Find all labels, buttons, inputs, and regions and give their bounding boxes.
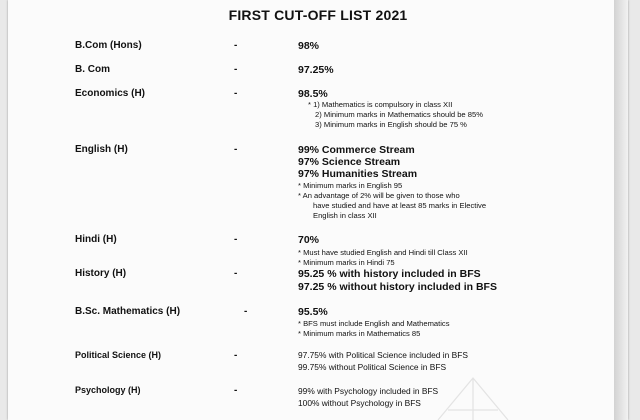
dash: - (234, 350, 238, 361)
eligibility-note: 3) Minimum marks in English should be 75 % (315, 120, 467, 129)
course-label-bcom: B. Com (75, 64, 110, 75)
cutoff-value: 99.75% without Political Science in BFS (298, 362, 447, 372)
page-edge (614, 0, 628, 420)
course-label-political-science: Political Science (H) (75, 350, 162, 360)
dash: - (234, 40, 238, 51)
page-title: FIRST CUT-OFF LIST 2021 (228, 7, 408, 23)
cutoff-value: 97% Humanities Stream (298, 168, 418, 180)
cutoff-value: 97.75% with Political Science included in BFS (298, 350, 468, 360)
eligibility-note: English in class XII (313, 211, 377, 220)
eligibility-note: * An advantage of 2% will be given to those who (298, 191, 460, 200)
eligibility-note: * Must have studied English and Hindi till Class XII (298, 248, 468, 257)
eligibility-note: * BFS must include English and Mathematics (298, 319, 450, 328)
course-label-psychology: Psychology (H) (75, 385, 141, 395)
document-page (8, 0, 628, 420)
eligibility-note: 2) Minimum marks in Mathematics should be 85% (315, 110, 483, 119)
cutoff-value: 95.25 % with history included in BFS (298, 268, 481, 280)
course-label-bsc-mathematics: B.Sc. Mathematics (H) (75, 306, 181, 317)
cutoff-value: 100% without Psychology in BFS (298, 398, 421, 408)
course-label-bcom-hons: B.Com (Hons) (75, 40, 142, 51)
dash: - (234, 385, 238, 396)
cutoff-value: 97.25% (298, 64, 334, 76)
eligibility-note: * Minimum marks in English 95 (298, 181, 403, 190)
course-label-history: History (H) (75, 268, 127, 279)
dash: - (234, 234, 238, 245)
cutoff-value: 70% (298, 234, 320, 246)
dash: - (234, 268, 238, 279)
dash: - (234, 64, 238, 75)
course-label-economics: Economics (H) (75, 88, 146, 99)
dash: - (234, 88, 238, 99)
cutoff-value: 98.5% (298, 88, 328, 100)
eligibility-note: * 1) Mathematics is compulsory in class XII (308, 100, 453, 109)
eligibility-note: have studied and have at least 85 marks in Elective (313, 201, 487, 210)
dash: - (244, 306, 248, 317)
cutoff-value: 97.25 % without history included in BFS (298, 281, 497, 293)
cutoff-value: 97% Science Stream (298, 156, 401, 168)
cutoff-value: 95.5% (298, 306, 328, 318)
eligibility-note: * Minimum marks in Hindi 75 (298, 258, 395, 267)
cutoff-value: 98% (298, 40, 320, 52)
eligibility-note: * Minimum marks in Mathematics 85 (298, 329, 421, 338)
course-label-english: English (H) (75, 144, 128, 155)
cutoff-value: 99% with Psychology included in BFS (298, 386, 439, 396)
watermark-lines (428, 360, 548, 420)
dash: - (234, 144, 238, 155)
cutoff-value: 99% Commerce Stream (298, 144, 415, 156)
course-label-hindi: Hindi (H) (75, 234, 117, 245)
